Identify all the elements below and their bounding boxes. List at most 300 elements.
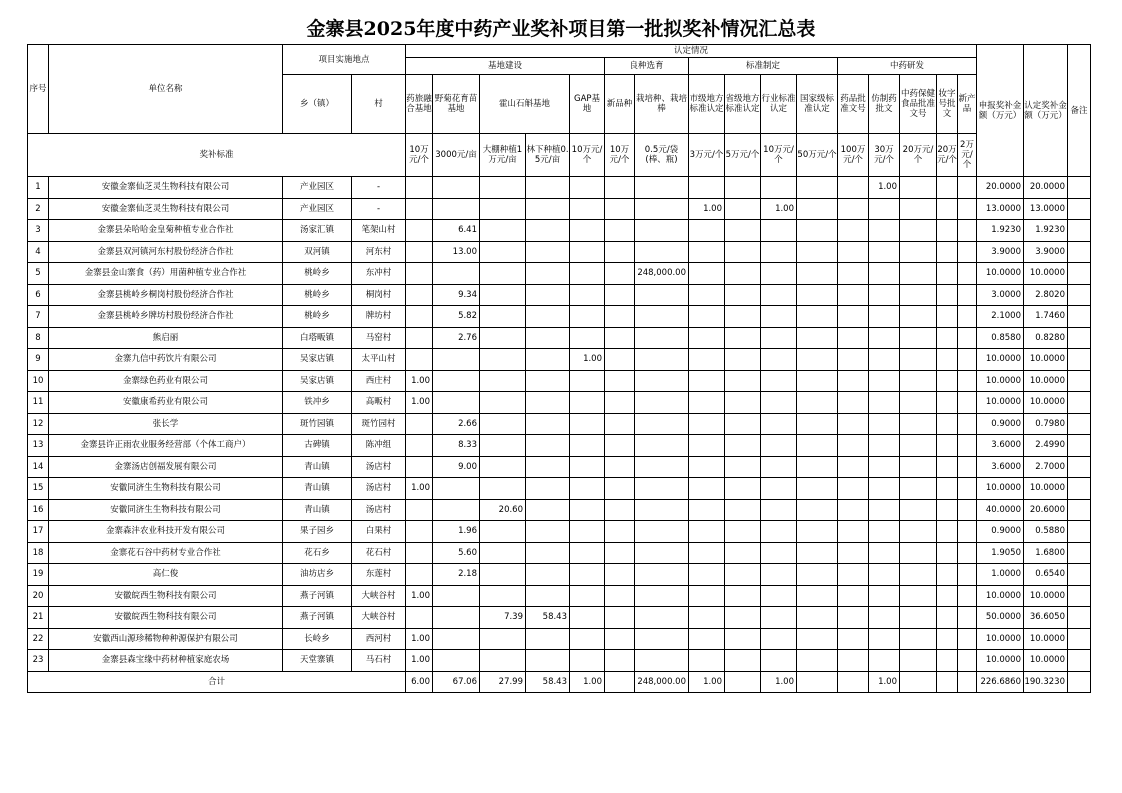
remark-cell [1068,327,1091,349]
row-unit: 熊启丽 [49,327,283,349]
row-town: 双河镇 [283,241,352,263]
total-cell [797,671,838,693]
row-value [725,198,761,220]
table-row [28,542,1091,564]
row-value [635,370,689,392]
row-apply: 10.0000 [977,392,1024,414]
table-row [28,263,1091,285]
row-value [689,413,725,435]
row-seq: 21 [28,607,49,629]
row-value [937,456,958,478]
row-value [480,177,526,199]
total-cell: 67.06 [433,671,480,693]
row-value [635,521,689,543]
row-value [480,628,526,650]
row-value [838,564,869,586]
row-village: 汤店村 [352,499,406,521]
row-value [900,542,937,564]
row-value [570,327,605,349]
row-town: 桃岭乡 [283,306,352,328]
row-value: 1.96 [433,521,480,543]
row-value [605,478,635,500]
col-header: 栽培种、栽培棒 [635,75,689,134]
row-seq: 8 [28,327,49,349]
row-value [838,521,869,543]
row-value [937,263,958,285]
row-value [725,370,761,392]
row-value [635,349,689,371]
row-village: 桐岗村 [352,284,406,306]
table-row [28,241,1091,263]
row-value [958,607,977,629]
col-header: 霍山石斛基地 [480,75,570,134]
row-value [797,220,838,242]
row-value [406,521,433,543]
row-seq: 7 [28,306,49,328]
remark-cell [1068,370,1091,392]
row-approved: 0.8280 [1024,327,1068,349]
total-cell [900,671,937,693]
col-header: 仿制药批文 [869,75,900,134]
row-seq: 18 [28,542,49,564]
standard-label: 奖补标准 [28,134,406,177]
row-value: 1.00 [406,650,433,672]
row-value [689,585,725,607]
row-value [958,263,977,285]
row-village: 陈冲组 [352,435,406,457]
row-approved: 3.9000 [1024,241,1068,263]
row-village: 马窑村 [352,327,406,349]
row-value [797,263,838,285]
row-value [869,435,900,457]
total-cell [958,671,977,693]
row-value [526,284,570,306]
row-town: 长岭乡 [283,628,352,650]
row-value [725,650,761,672]
row-unit: 安徽皖西生物科技有限公司 [49,585,283,607]
row-value [797,413,838,435]
row-value [605,241,635,263]
col-header: 新品种 [605,75,635,134]
row-unit: 安徽同济生生物科技有限公司 [49,499,283,521]
row-value [725,413,761,435]
row-approved: 2.8020 [1024,284,1068,306]
row-value [761,370,797,392]
row-value [689,435,725,457]
row-value [838,198,869,220]
row-value [605,370,635,392]
row-apply: 10.0000 [977,263,1024,285]
row-value [761,177,797,199]
row-value [605,435,635,457]
row-value [900,585,937,607]
row-value [869,349,900,371]
row-value [605,349,635,371]
row-value [958,413,977,435]
row-value [761,628,797,650]
row-value [958,542,977,564]
row-value [406,456,433,478]
row-seq: 16 [28,499,49,521]
remark-cell [1068,542,1091,564]
row-value [869,327,900,349]
row-value [526,177,570,199]
remark-cell [1068,435,1091,457]
row-value [958,349,977,371]
row-value [570,607,605,629]
row-value [761,263,797,285]
row-value [937,177,958,199]
row-approved: 10.0000 [1024,478,1068,500]
row-value [900,327,937,349]
row-seq: 13 [28,435,49,457]
row-town: 青山镇 [283,499,352,521]
row-value [761,585,797,607]
row-apply: 1.0000 [977,564,1024,586]
row-value [406,327,433,349]
row-apply: 3.6000 [977,456,1024,478]
row-village: 马石村 [352,650,406,672]
row-town: 产业园区 [283,198,352,220]
row-value [958,521,977,543]
row-value [526,306,570,328]
table-row [28,177,1091,199]
row-seq: 1 [28,177,49,199]
row-value [605,263,635,285]
row-value [958,327,977,349]
row-value [761,392,797,414]
row-value [480,349,526,371]
col-header: 新产品 [958,75,977,134]
row-value [689,392,725,414]
row-value [526,413,570,435]
row-unit: 金寨县许正雨农业服务经营部（个体工商户） [49,435,283,457]
standard-cell: 5万元/个 [725,134,761,177]
row-value [958,241,977,263]
row-value [480,413,526,435]
row-value [838,456,869,478]
row-town: 青山镇 [283,478,352,500]
row-value [406,198,433,220]
row-value [900,370,937,392]
row-value [838,628,869,650]
row-value [725,564,761,586]
row-value: 1.00 [570,349,605,371]
table-row [28,607,1091,629]
row-value [605,650,635,672]
row-value [406,542,433,564]
remark-cell [1068,220,1091,242]
row-value [761,306,797,328]
row-value [761,349,797,371]
row-value [689,327,725,349]
row-value [900,413,937,435]
row-value [797,284,838,306]
total-cell: 58.43 [526,671,570,693]
row-value [406,607,433,629]
table-row [28,499,1091,521]
row-apply: 1.9050 [977,542,1024,564]
standard-cell: 10万元/个 [570,134,605,177]
research-header: 中药研发 [838,58,977,75]
row-unit: 安徽西山源珍稀物种种源保护有限公司 [49,628,283,650]
standard-cell: 30万元/个 [869,134,900,177]
total-cell: 1.00 [570,671,605,693]
row-value [937,521,958,543]
row-approved: 0.7980 [1024,413,1068,435]
row-village: 西庄村 [352,370,406,392]
row-value [937,413,958,435]
row-unit: 金寨绿色药业有限公司 [49,370,283,392]
row-value [797,478,838,500]
row-value [526,198,570,220]
row-value [635,241,689,263]
row-value [433,650,480,672]
row-value [526,370,570,392]
row-value [725,585,761,607]
row-approved: 2.4990 [1024,435,1068,457]
standard-cell: 20万元/个 [937,134,958,177]
row-value [869,370,900,392]
row-seq: 3 [28,220,49,242]
row-town: 燕子河镇 [283,607,352,629]
remark-cell [1068,456,1091,478]
row-value: 8.33 [433,435,480,457]
remark-cell [1068,241,1091,263]
row-value [725,284,761,306]
row-value [869,499,900,521]
row-seq: 15 [28,478,49,500]
row-value [526,435,570,457]
table-row [28,435,1091,457]
row-value [937,327,958,349]
row-value [689,628,725,650]
row-town: 白塔畈镇 [283,327,352,349]
row-value [797,650,838,672]
row-value [570,263,605,285]
row-value [958,198,977,220]
row-value [480,564,526,586]
row-value: 1.00 [689,198,725,220]
row-value [635,198,689,220]
row-value [526,542,570,564]
row-value [958,370,977,392]
remark-cell [1068,628,1091,650]
row-value [725,499,761,521]
row-value [689,241,725,263]
row-value [958,177,977,199]
col-header: 野菊花育苗基地 [433,75,480,134]
row-value [406,349,433,371]
row-value [761,456,797,478]
row-value [689,220,725,242]
row-village: - [352,177,406,199]
row-value [689,456,725,478]
row-value [605,628,635,650]
row-value [605,177,635,199]
row-apply: 0.8580 [977,327,1024,349]
row-value [406,413,433,435]
row-value [869,607,900,629]
row-village: 斑竹园村 [352,413,406,435]
row-apply: 10.0000 [977,650,1024,672]
row-value [869,628,900,650]
remark-cell [1068,306,1091,328]
row-unit: 金寨森沣农业科技开发有限公司 [49,521,283,543]
row-value [900,306,937,328]
standard-cell: 0.5元/袋(棒、瓶) [635,134,689,177]
row-value: 2.66 [433,413,480,435]
row-value [937,392,958,414]
row-value [526,650,570,672]
remark-cell [1068,607,1091,629]
total-row [28,671,1091,693]
row-value [570,370,605,392]
row-value [689,521,725,543]
row-value [480,198,526,220]
row-value [605,564,635,586]
row-value [900,435,937,457]
row-value [635,650,689,672]
row-apply: 10.0000 [977,349,1024,371]
remark-cell [1068,198,1091,220]
row-unit: 高仁俊 [49,564,283,586]
row-value [797,177,838,199]
row-value [406,241,433,263]
row-value [797,456,838,478]
row-value [433,607,480,629]
standard-cell: 10万元/个 [406,134,433,177]
row-value [797,306,838,328]
row-value [480,478,526,500]
table-row [28,306,1091,328]
row-value [570,392,605,414]
row-value [570,521,605,543]
row-value [635,585,689,607]
row-value [725,327,761,349]
row-value [900,607,937,629]
row-value [433,628,480,650]
row-value [635,435,689,457]
row-value: 9.00 [433,456,480,478]
remark-cell [1068,478,1091,500]
row-value [635,478,689,500]
row-value [605,585,635,607]
row-value: 7.39 [480,607,526,629]
row-value [797,370,838,392]
row-value: 58.43 [526,607,570,629]
table-row [28,564,1091,586]
row-value [900,564,937,586]
table-row [28,478,1091,500]
row-village: 笔架山村 [352,220,406,242]
row-value [570,413,605,435]
row-value: 1.00 [406,478,433,500]
row-value [838,413,869,435]
row-value [797,241,838,263]
row-value [635,499,689,521]
row-value [570,198,605,220]
row-value [937,585,958,607]
row-unit: 安徽康希药业有限公司 [49,392,283,414]
unit-header: 单位名称 [49,45,283,134]
row-value [689,650,725,672]
row-value [406,263,433,285]
row-value: 5.82 [433,306,480,328]
row-value [900,349,937,371]
row-town: 花石乡 [283,542,352,564]
row-seq: 20 [28,585,49,607]
row-seq: 23 [28,650,49,672]
row-approved: 10.0000 [1024,349,1068,371]
standard-cell: 100万元/个 [838,134,869,177]
col-header: 省级地方标准认定 [725,75,761,134]
row-value [526,521,570,543]
col-header: GAP基地 [570,75,605,134]
row-value [635,177,689,199]
row-town: 斑竹园镇 [283,413,352,435]
col-header: 药旅融合基地 [406,75,433,134]
row-value [433,349,480,371]
row-value [725,456,761,478]
row-value [958,628,977,650]
row-town: 铁冲乡 [283,392,352,414]
row-seq: 10 [28,370,49,392]
row-apply: 2.1000 [977,306,1024,328]
row-approved: 10.0000 [1024,263,1068,285]
row-value [761,435,797,457]
row-seq: 4 [28,241,49,263]
row-value [570,306,605,328]
row-value [480,585,526,607]
row-apply: 40.0000 [977,499,1024,521]
table-row [28,650,1091,672]
row-value: 9.34 [433,284,480,306]
row-value [725,241,761,263]
row-value [480,392,526,414]
row-value [869,478,900,500]
remark-cell [1068,585,1091,607]
row-value [689,499,725,521]
row-value [480,542,526,564]
row-value [900,499,937,521]
row-village: 花石村 [352,542,406,564]
row-value [937,478,958,500]
row-value [689,306,725,328]
col-header: 行业标准认定 [761,75,797,134]
row-value: 1.00 [869,177,900,199]
row-unit: 金寨九信中药饮片有限公司 [49,349,283,371]
row-value [838,392,869,414]
total-cell: 27.99 [480,671,526,693]
row-value [635,284,689,306]
row-approved: 0.6540 [1024,564,1068,586]
row-value [838,542,869,564]
row-value [797,585,838,607]
row-value [761,327,797,349]
row-value [797,435,838,457]
row-value [635,413,689,435]
row-value [838,220,869,242]
town-header: 乡（镇） [283,75,352,134]
row-value [900,392,937,414]
row-approved: 10.0000 [1024,650,1068,672]
row-value [480,284,526,306]
row-apply: 50.0000 [977,607,1024,629]
row-town: 燕子河镇 [283,585,352,607]
row-unit: 金寨县双河镇河东村股份经济合作社 [49,241,283,263]
row-town: 汤家汇镇 [283,220,352,242]
